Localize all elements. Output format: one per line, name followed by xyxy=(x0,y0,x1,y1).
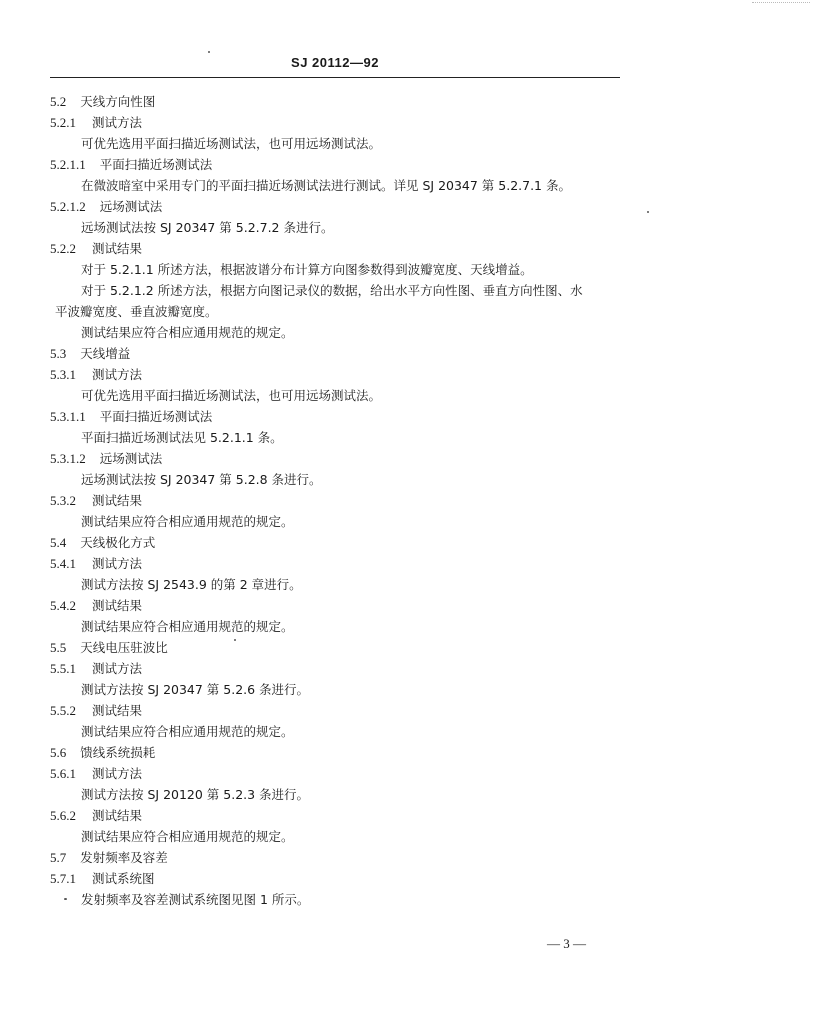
subsection-heading: 5.4.1 测试方法 xyxy=(50,556,143,571)
section-heading: 5.5 天线电压驻波比 xyxy=(50,640,168,655)
subsection-heading: 5.2.1 测试方法 xyxy=(50,115,143,130)
subsection-heading: 5.3.1 测试方法 xyxy=(50,367,143,382)
paragraph: 发射频率及容差测试系统图见图 1 所示。 xyxy=(81,892,310,907)
section-heading: 5.6 馈线系统损耗 xyxy=(50,745,156,760)
paragraph: 测试结果应符合相应通用规范的规定。 xyxy=(81,724,294,739)
paragraph: 测试方法按 SJ 20120 第 5.2.3 条进行。 xyxy=(81,787,310,802)
paragraph: 对于 5.2.1.1 所述方法，根据波谱分布计算方向图参数得到波瓣宽度、天线增益。 xyxy=(81,262,533,277)
subsection-heading: 5.2.1.1 平面扫描近场测试法 xyxy=(50,157,213,172)
paragraph: 对于 5.2.1.2 所述方法，根据方向图记录仪的数据，给出水平方向性图、垂直方向性图、水 xyxy=(81,283,583,298)
subsection-heading: 5.5.2 测试结果 xyxy=(50,703,143,718)
section-heading: 5.2 天线方向性图 xyxy=(50,94,156,109)
paragraph: 可优先选用平面扫描近场测试法，也可用远场测试法。 xyxy=(81,136,382,151)
scan-speck xyxy=(647,211,649,213)
subsection-heading: 5.3.2 测试结果 xyxy=(50,493,143,508)
paragraph: 远场测试法按 SJ 20347 第 5.2.7.2 条进行。 xyxy=(81,220,334,235)
subsection-heading: 5.3.1.2 远场测试法 xyxy=(50,451,163,466)
scan-speck xyxy=(234,639,236,641)
section-heading: 5.7 发射频率及容差 xyxy=(50,850,168,865)
paragraph: 测试结果应符合相应通用规范的规定。 xyxy=(81,619,294,634)
subsection-heading: 5.6.1 测试方法 xyxy=(50,766,143,781)
paragraph: 测试方法按 SJ 2543.9 的第 2 章进行。 xyxy=(81,577,302,592)
subsection-heading: 5.3.1.1 平面扫描近场测试法 xyxy=(50,409,213,424)
document-code: SJ 20112—92 xyxy=(291,55,379,70)
paragraph: 测试方法按 SJ 20347 第 5.2.6 条进行。 xyxy=(81,682,310,697)
page-number: — 3 — xyxy=(547,936,586,951)
subsection-heading: 5.6.2 测试结果 xyxy=(50,808,143,823)
header-rule xyxy=(50,77,620,78)
paragraph: 测试结果应符合相应通用规范的规定。 xyxy=(81,325,294,340)
paragraph: 远场测试法按 SJ 20347 第 5.2.8 条进行。 xyxy=(81,472,322,487)
paragraph: 测试结果应符合相应通用规范的规定。 xyxy=(81,829,294,844)
section-heading: 5.3 天线增益 xyxy=(50,346,131,361)
paragraph: 测试结果应符合相应通用规范的规定。 xyxy=(81,514,294,529)
scan-speck xyxy=(208,51,210,53)
subsection-heading: 5.2.1.2 远场测试法 xyxy=(50,199,163,214)
subsection-heading: 5.2.2 测试结果 xyxy=(50,241,143,256)
paragraph: 平波瓣宽度、垂直波瓣宽度。 xyxy=(55,304,218,319)
subsection-heading: 5.5.1 测试方法 xyxy=(50,661,143,676)
subsection-heading: 5.4.2 测试结果 xyxy=(50,598,143,613)
scan-speck xyxy=(64,898,67,900)
paragraph: 可优先选用平面扫描近场测试法，也可用远场测试法。 xyxy=(81,388,382,403)
scan-corner-mark xyxy=(752,2,810,7)
paragraph: 平面扫描近场测试法见 5.2.1.1 条。 xyxy=(81,430,283,445)
subsection-heading: 5.7.1 测试系统图 xyxy=(50,871,155,886)
section-heading: 5.4 天线极化方式 xyxy=(50,535,156,550)
paragraph: 在微波暗室中采用专门的平面扫描近场测试法进行测试。详见 SJ 20347 第 5.2.7.1 条。 xyxy=(81,178,571,193)
